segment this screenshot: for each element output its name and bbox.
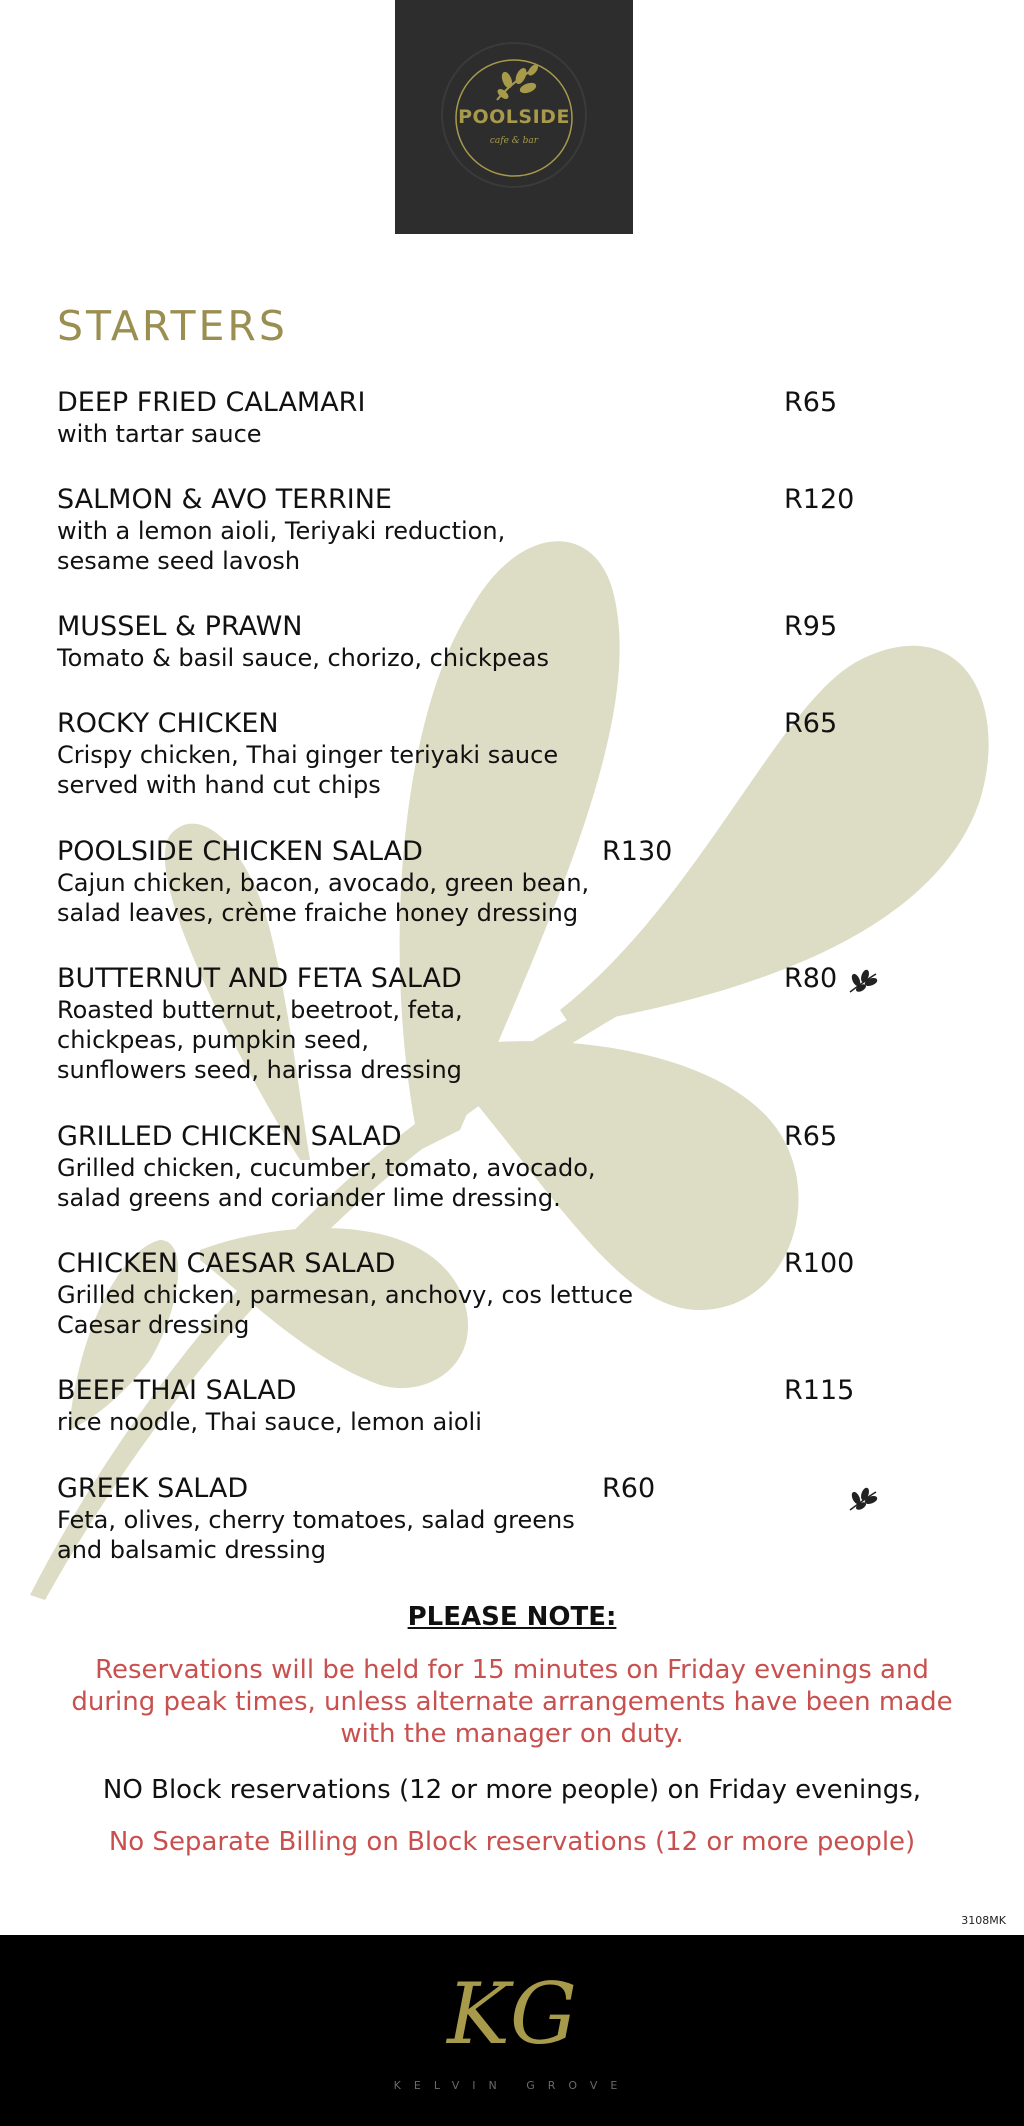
footer [0,1935,1024,2126]
item-description: Crispy chicken, Thai ginger teriyaki sauce served with hand cut chips [57,741,559,799]
item-description: Roasted butternut, beetroot, feta, chickpeas, pumpkin seed, sunflowers seed, harissa dressing [57,996,463,1084]
brand-tagline: cafe & bar [489,136,539,146]
item-name: POOLSIDE CHICKEN SALAD [57,836,423,867]
footer-monogram: KG [447,1965,577,2063]
leaf-sprig-icon [846,966,880,996]
menu-item [57,611,549,673]
section-title: STARTERS [57,302,288,350]
menu-item [57,1375,482,1437]
item-price: R60 [602,1473,656,1504]
menu-item [57,484,505,576]
item-price: R80 [784,963,838,994]
menu-item [57,963,463,1085]
note-block-reservations: NO Block reservations (12 or more people) on Friday evenings, [102,1775,922,1805]
leaf-sprig-icon [846,1484,880,1514]
item-description: Feta, olives, cherry tomatoes, salad greens and balsamic dressing [57,1506,575,1564]
item-name: DEEP FRIED CALAMARI [57,387,366,418]
note-billing: No Separate Billing on Block reservations (12 or more people) [108,1827,916,1857]
note-title: PLEASE NOTE: [407,1602,617,1632]
item-description: with tartar sauce [57,420,262,448]
item-description: with a lemon aioli, Teriyaki reduction, sesame seed lavosh [57,517,506,575]
menu-item [57,1121,596,1213]
item-price: R120 [784,484,855,515]
item-name: BEEF THAI SALAD [57,1375,297,1406]
item-price: R95 [784,611,838,642]
brand-name: POOLSIDE [458,106,570,128]
item-description: Grilled chicken, parmesan, anchovy, cos lettuce Caesar dressing [57,1281,633,1339]
item-name: CHICKEN CAESAR SALAD [57,1248,396,1279]
kg-monogram-logo [0,1935,1024,2126]
item-description: Cajun chicken, bacon, avocado, green bean, salad leaves, crème fraiche honey dressing [57,869,590,927]
item-price: R130 [602,836,673,867]
item-name: ROCKY CHICKEN [57,708,279,739]
logo [395,0,633,234]
item-name: GREEK SALAD [57,1473,249,1504]
note-reservations: Reservations will be held for 15 minutes on Friday evenings and during peak times, unless alternate arrangements have been made with the manager on duty. [71,1655,953,1749]
item-description: rice noodle, Thai sauce, lemon aioli [57,1408,482,1436]
menu-item [57,1473,575,1565]
menu-code: 3108MK [961,1914,1006,1927]
menu-item [57,387,365,449]
menu-item [57,708,558,800]
item-price: R100 [784,1248,855,1279]
footer-name: KELVIN GROVE [393,2079,631,2092]
item-price: R65 [784,1121,838,1152]
item-description: Tomato & basil sauce, chorizo, chickpeas [57,644,550,672]
item-name: BUTTERNUT AND FETA SALAD [57,963,462,994]
item-name: MUSSEL & PRAWN [57,611,303,642]
menu-item [57,836,589,928]
item-description: Grilled chicken, cucumber, tomato, avocado, salad greens and coriander lime dressing. [57,1154,596,1212]
item-price: R65 [784,387,838,418]
item-price: R65 [784,708,838,739]
item-name: SALMON & AVO TERRINE [57,484,392,515]
item-price: R115 [784,1375,855,1406]
item-name: GRILLED CHICKEN SALAD [57,1121,402,1152]
menu-item [57,1248,633,1340]
